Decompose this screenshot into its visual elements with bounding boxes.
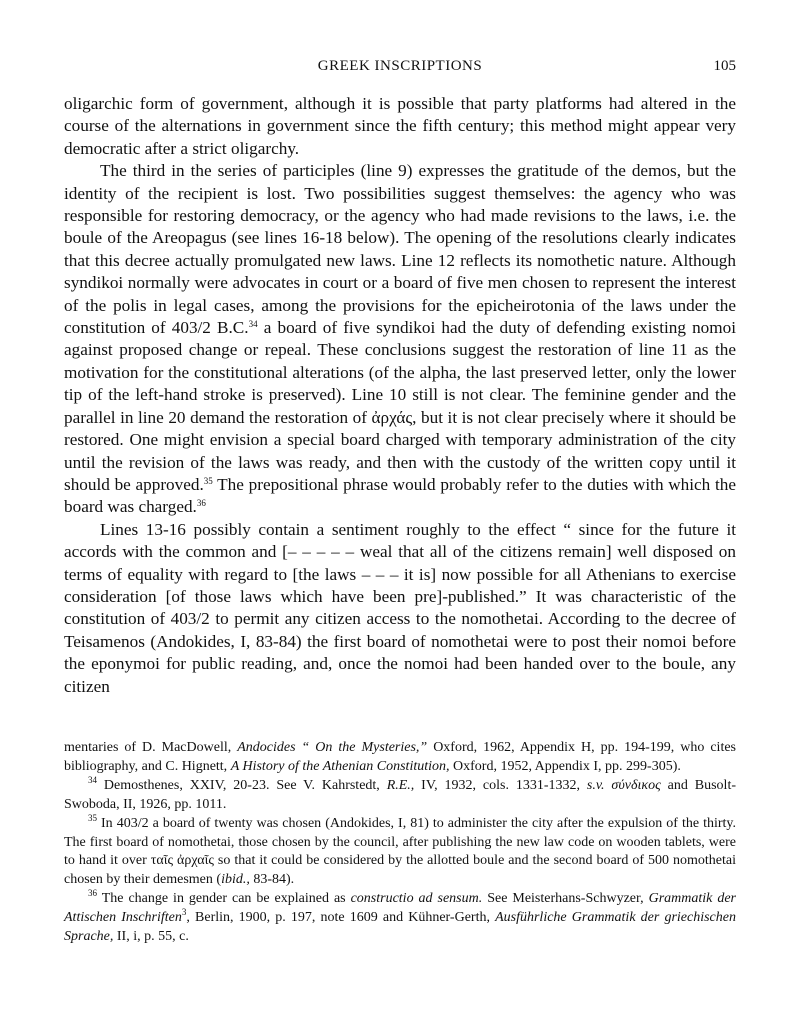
- footnote-title: R.E.,: [386, 777, 415, 793]
- footnote-title: Andocides “ On the Mysteries,”: [237, 740, 428, 755]
- paragraph-2-part-c: The prepositional phrase would probably refer to the duties with which the board was charged.: [64, 474, 736, 517]
- footnote-35: [64, 812, 736, 891]
- footnotes: [64, 739, 736, 947]
- footnote-title: s.v. σύνδικος: [586, 777, 661, 793]
- footnote-title: Grammatik der Attischen Inschriften: [64, 891, 736, 926]
- footnote-number: 36: [88, 888, 97, 899]
- footnote-title: ibid.,: [221, 872, 250, 888]
- footnote-title: A History of the Athenian Constitution,: [230, 758, 450, 774]
- page-header: [64, 58, 736, 80]
- body-text: [64, 93, 736, 698]
- footnote-text: Oxford, 1952, Appendix I, pp. 299-305).: [449, 758, 681, 774]
- footnote-ref-36: 36: [196, 498, 206, 509]
- footnote-text: mentaries of D. MacDowell,: [64, 740, 238, 755]
- footnote-text: and Busolt-Swoboda, II, 1926, pp. 1011.: [64, 777, 736, 812]
- footnote-text: II, i, p. 55, c.: [113, 929, 189, 945]
- footnote-text: In 403/2 a board of twenty was chosen (Andokides, I, 81) to administer the city after the expulsion of the thirty. The first board of nomothetai, those chosen by the council, after publishing the new law code on wooden tablets, were to hand it over ταῖς ἀρχαῖς so that it could be considered by the allotted boule and the second board of 500 nomothetai chosen by their demesmen (: [64, 815, 736, 888]
- paragraph-2-part-b: a board of five syndikoi had the duty of defending existing nomoi against proposed change or repeal. These conclusions suggest the restoration of line 11 as the motivation for the constitutional alterations (of the alpha, the last preserved letter, only the lower tip of the left-hand stroke is preserved). Line 10 still is not clear. The feminine gender and the parallel in line 20 demand the restoration of ἀρχάς, but it is not clear precisely where it should be restored. One might envision a special board charged with temporary administration of the city until the revision of the laws was ready, and then with the custody of the written copy until it should be approved.: [64, 318, 736, 494]
- paragraph-1: oligarchic form of government, although it is possible that party platforms had altered in the course of the alternations in government since the fifth century; this method might appear very democratic after a strict oligarchy.: [64, 94, 736, 158]
- footnote-ref-35: 35: [203, 475, 213, 486]
- page-number: 105: [713, 58, 736, 74]
- footnote-title: Ausführliche Grammatik der griechischen Sprache,: [64, 910, 736, 945]
- running-title: GREEK INSCRIPTIONS: [317, 58, 483, 74]
- footnote-text: Oxford, 1962, Appendix H, pp. 194-199, who cites bibliography, and C. Hignett,: [64, 740, 736, 774]
- footnote-ref-34: 34: [248, 319, 258, 330]
- paragraph-2-part-a: The third in the series of participles (line 9) expresses the gratitude of the demos, but the identity of the recipient is lost. Two possibilities suggest themselves: the agency who was responsible for restoring democracy, or the agency who had made revisions to the laws, i.e. the boule of the Areopagus (see lines 16-18 below). The opening of the resolutions clearly indicates that this decree actually promulgated new laws. Line 12 reflects its nomothetic nature. Although syndikoi normally were advocates in court or a board of five men chosen to represent the interest of the polis in legal cases, among the provisions for the epicheirotonia of the laws under the constitution of 403/2 B.C.: [64, 161, 736, 338]
- footnote-34: [64, 774, 736, 815]
- paragraph-2: [64, 160, 736, 519]
- footnote-text: 83-84).: [249, 872, 295, 888]
- footnote-36: [64, 890, 736, 947]
- footnote-text: IV, 1932, cols. 1331-1332,: [414, 777, 587, 793]
- footnote-number: 34: [88, 774, 97, 785]
- paragraph-3: Lines 13-16 possibly contain a sentiment roughly to the effect “ since for the future it accords with the common and [– – – – – weal that all of the citizens remain] well disposed on terms of equality with regard to [the laws – – – it is] now possible for all Athenians to exercise consideration [of those laws which have been pre]-published.” It was characteristic of the constitution of 403/2 to permit any citizen access to the nomothetai. According to the decree of Teisamenos (Andokides, I, 83-84) the first board of nomothetai were to post their nomoi before the eponymoi for public reading, and, once the nomoi had been handed over to the boule, any citizen: [64, 519, 736, 696]
- footnote-continuation: [64, 739, 736, 777]
- footnote-text: Demosthenes, XXIV, 20-23. See V. Kahrstedt,: [103, 777, 387, 793]
- footnote-text: , Berlin, 1900, p. 197, note 1609 and Kühner-Gerth,: [186, 910, 496, 926]
- footnote-number: 35: [88, 812, 97, 823]
- footnote-text: See Meisterhans-Schwyzer,: [482, 891, 649, 907]
- footnote-text: The change in gender can be explained as: [101, 891, 351, 907]
- footnote-title: constructio ad sensum.: [350, 891, 483, 907]
- edition-superscript: 3: [181, 907, 187, 918]
